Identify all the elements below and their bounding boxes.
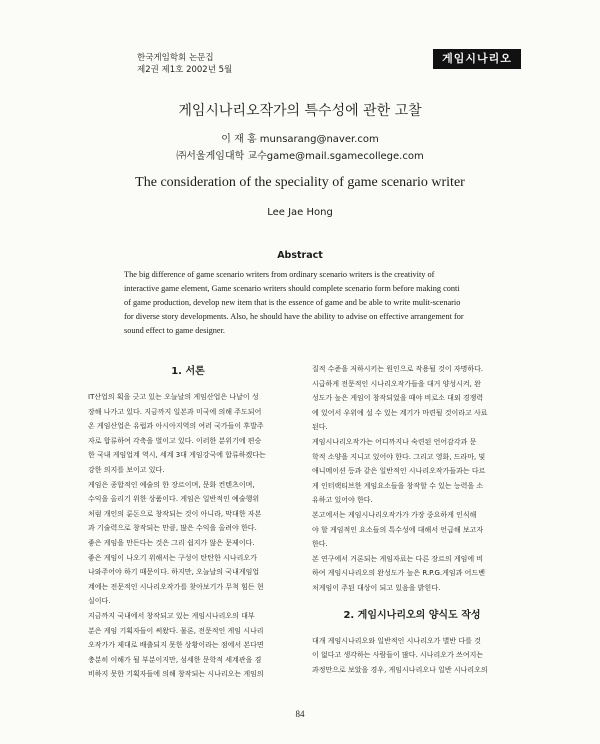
body-line: IT산업의 획을 긋고 있는 오늘날의 게임산업은 나날이 성 [88, 393, 259, 401]
body-line: 실이다. [88, 597, 111, 606]
body-line: 자로 합류하여 각축을 벌이고 있다. 이러한 분위기에 편승 [88, 436, 262, 445]
body-line: 성도가 높은 게임이 창작되었을 때야 비로소 대외 경쟁력 [312, 394, 484, 403]
author-affiliation: ㈜서울게임대학 교수game@mail.sgamecollege.com [176, 151, 424, 162]
abstract-line: of game production, develop new item that is the essence of game and be able to write mulit-scenario [124, 298, 461, 307]
abstract-line: interactive game element, Game scenario writers should complete scenario form before making conti [124, 284, 460, 293]
body-line: 처게임이 주된 대상이 되고 있음을 밝힌다. [312, 583, 441, 592]
right-column [312, 362, 512, 677]
abstract-body [124, 268, 492, 338]
author-english: Lee Jae Hong [267, 207, 333, 218]
paper-title-korean: 게임시나리오작가의 특수성에 관한 고찰 [178, 103, 422, 119]
abstract-heading: Abstract [277, 250, 323, 261]
body-line: 유하고 있어야 한다. [312, 496, 373, 505]
journal-volume: 제2권 제1호 2002년 5월 [137, 65, 233, 75]
body-line: 에 있어서 우위에 설 수 있는 계기가 마련될 것이라고 사료 [312, 408, 488, 417]
author-korean: 이 재 홍 munsarang@naver.com [221, 134, 379, 145]
body-line: 과정만으로 보았을 경우, 게임시나리오나 일반 시나리오의 [312, 665, 488, 674]
section-heading: 2. 게임시나리오의 양식도 작성 [343, 609, 481, 621]
body-line: 게임은 종합적인 예술의 한 장르이며, 문화 컨텐츠이며, [88, 480, 255, 489]
abstract-line: The big difference of game scenario writers from ordinary scenario writers is the creativity of [124, 270, 435, 279]
body-line: 분은 게임 기획자들이 써왔다. 물론, 전문적인 게임 시나리 [88, 626, 264, 635]
body-line: 시급하게 전문적인 시나리오작가들을 대거 양성시켜, 완 [312, 379, 481, 388]
body-line: 질적 수준을 저하시키는 원인으로 작용될 것이 자명하다. [312, 365, 484, 373]
body-line: 야 할 게임적인 요소들의 특수성에 대해서 언급해 보고자 [312, 525, 484, 534]
left-column [88, 362, 288, 682]
abstract-line: for diverse story developments. Also, he should have the ability to advise on effective arrangement for [124, 312, 464, 321]
body-line: 온 게임산업은 유럽과 아시아지역의 여러 국가들이 후발주 [88, 422, 264, 431]
body-line: 강한 의지를 보이고 있다. [88, 465, 165, 474]
page-number: 84 [295, 709, 305, 719]
body-line: 학적 소양을 지니고 있어야 한다. 그리고 영화, 드라마, 및 [312, 452, 486, 461]
body-line: 대개 게임시나리오와 일반적인 시나리오가 별반 다를 것 [312, 636, 481, 645]
body-line: 한다. [312, 540, 328, 549]
body-line: 비하지 못한 기획자들에 의해 창작되는 시나리오는 게임의 [88, 670, 264, 679]
body-line: 나와주어야 하기 때문이다. 하지만, 오늘날의 국내게임업 [88, 568, 260, 577]
body-line: 과 기술력으로 창작되는 만큼, 많은 수익을 올려야 한다. [88, 524, 257, 533]
body-line: 하여 게임시나리오의 완성도가 높은 R.P.G.게임과 어드벤 [312, 569, 485, 578]
body-line: 지금까지 국내에서 창작되고 있는 게임시나리오의 대부 [88, 611, 255, 620]
journal-name: 한국게임학회 논문집 [137, 53, 214, 63]
spacer [312, 624, 512, 634]
body-line: 게 인터랙티브한 게임요소들을 창작할 수 있는 능력을 소 [312, 481, 484, 490]
spacer [312, 596, 512, 606]
section-heading: 1. 서론 [171, 366, 205, 377]
body-line: 게임시나리오작가는 어디까지나 숙련된 언어감각과 문 [312, 437, 477, 446]
body-line: 계에는 전문적인 시나리오작가를 찾아보기가 무척 힘든 현 [88, 582, 264, 591]
body-line: 본고에서는 게임시나리오작가가 가장 중요하게 인식해 [312, 510, 477, 519]
paper-title-english: The consideration of the speciality of game scenario writer [135, 175, 465, 190]
body-line: 한 국내 게임업계 역시, 세계 3대 게임강국에 합류하겠다는 [88, 451, 266, 460]
body-line: 좋은 게임을 만든다는 것은 그리 쉽지가 않은 문제이다. [88, 538, 255, 547]
abstract-line: sound effect to game designer. [124, 326, 225, 335]
journal-info [137, 52, 232, 76]
body-line: 본 연구에서 거론되는 게임자료는 다른 장르의 게임에 비 [312, 554, 484, 563]
body-line: 된다. [312, 423, 328, 432]
body-line: 처럼 개인의 룬돈으로 창작되는 것이 아니라, 막대한 자본 [88, 509, 262, 518]
body-line: 애니메이션 등과 같은 일반적인 시나리오작가들과는 다르 [312, 467, 486, 476]
body-line: 수익을 올리기 위한 상품이다. 게임은 일반적인 예술행위 [88, 495, 260, 504]
spacer [88, 380, 288, 390]
section-tag: 게임시나리오 [433, 49, 521, 69]
body-line: 좋은 게임이 나오기 위해서는 구성이 탄탄한 시나리오가 [88, 553, 257, 562]
body-line: 오작가가 제대로 배출되지 못한 상황이라는 점에서 본다면 [88, 641, 264, 650]
body-line: 장해 나가고 있다. 지금까지 일본과 미국에 의해 주도되어 [88, 407, 262, 416]
body-line: 충분히 이해가 될 부분이지만, 섬세한 문학적 세계관을 겸 [88, 655, 262, 664]
body-line: 이 없다고 생각하는 사람들이 많다. 시나리오가 쓰여지는 [312, 651, 484, 660]
